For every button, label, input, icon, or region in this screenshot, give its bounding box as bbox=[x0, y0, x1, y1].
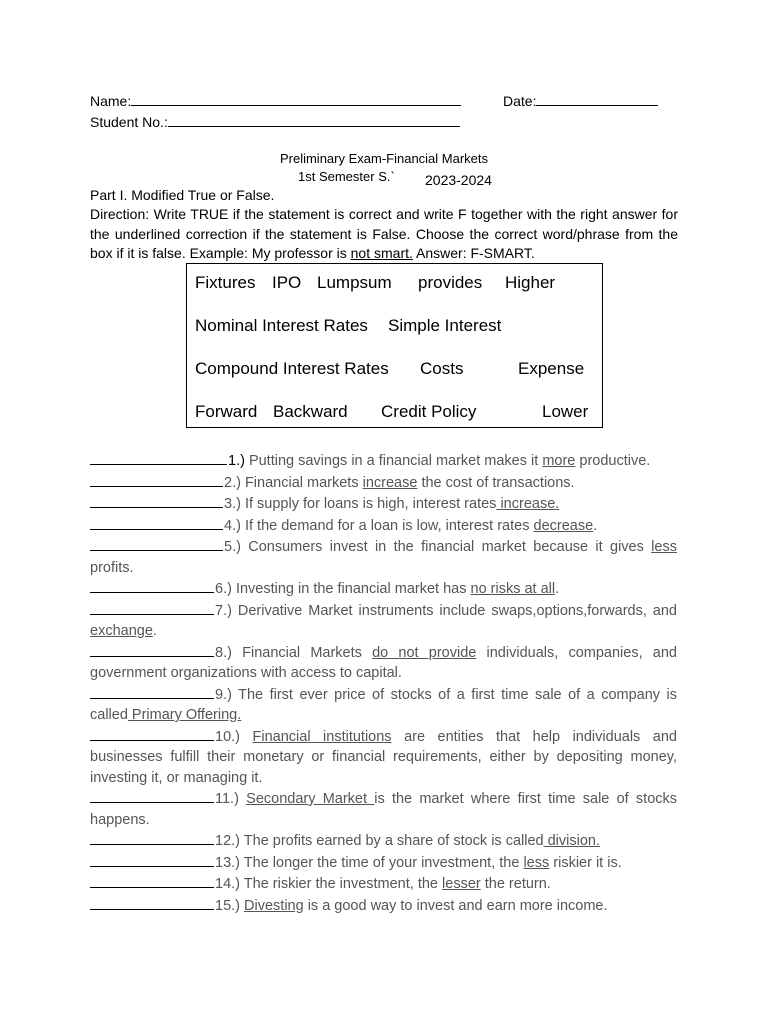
question-11: 11.) Secondary Market is the market where first time sale of stocks happens. bbox=[90, 788, 677, 830]
name-label: Name: bbox=[90, 93, 132, 109]
word-higher: Higher bbox=[505, 273, 556, 292]
date-blank[interactable] bbox=[536, 92, 658, 106]
part-heading: Part I. Modified True or False. bbox=[90, 187, 275, 203]
answer-blank[interactable] bbox=[90, 536, 223, 551]
answer-blank[interactable] bbox=[90, 788, 214, 803]
question-10: 10.) Financial institutions are entities that help individuals and businesses fulfill their monetary or financial requirements, either by depositing money, investing it, or managing it. bbox=[90, 726, 677, 789]
question-4: 4.) If the demand for a loan is low, interest rates decrease. bbox=[90, 515, 677, 537]
question-2: 2.) Financial markets increase the cost of transactions. bbox=[90, 472, 677, 494]
question-13: 13.) The longer the time of your investment, the less riskier it is. bbox=[90, 852, 677, 874]
answer-blank[interactable] bbox=[90, 578, 214, 593]
word-ipo: IPO bbox=[272, 273, 302, 292]
question-7: 7.) Derivative Market instruments include swaps,options,forwards, and exchange. bbox=[90, 600, 677, 642]
word-forward: Forward bbox=[195, 402, 258, 421]
direction-example-underlined: not smart. bbox=[350, 245, 413, 261]
answer-blank[interactable] bbox=[90, 852, 214, 867]
word-fixtures: Fixtures bbox=[195, 273, 256, 292]
question-9: 9.) The first ever price of stocks of a first time sale of a company is called Primary Offering. bbox=[90, 684, 677, 726]
exam-title: Preliminary Exam-Financial Markets bbox=[279, 151, 489, 166]
student-no-blank[interactable] bbox=[168, 113, 460, 127]
word-expense: Expense bbox=[518, 359, 585, 378]
direction-main: Direction: Write TRUE if the statement is correct and write F together with the right answer for the underlined correction if the statement is False. Choose the correct word/phrase from the box if it is false. Example: My professor is bbox=[90, 206, 678, 261]
question-3: 3.) If supply for loans is high, interest rates increase. bbox=[90, 493, 677, 515]
word-costs: Costs bbox=[420, 359, 464, 378]
answer-blank[interactable] bbox=[90, 515, 223, 530]
answer-blank[interactable] bbox=[90, 726, 214, 741]
name-blank[interactable] bbox=[131, 92, 461, 106]
date-field bbox=[503, 92, 658, 109]
answer-blank[interactable] bbox=[90, 684, 214, 699]
question-15: 15.) Divesting is a good way to invest and earn more income. bbox=[90, 895, 677, 917]
word-compound-interest-rates: Compound Interest Rates bbox=[195, 359, 389, 378]
word-lumpsum: Lumpsum bbox=[317, 273, 392, 292]
direction-answer: Answer: F-SMART. bbox=[412, 245, 535, 261]
answer-blank[interactable] bbox=[90, 600, 214, 615]
student-no-label: Student No.: bbox=[90, 114, 168, 130]
answer-blank[interactable] bbox=[90, 895, 214, 910]
question-5: 5.) Consumers invest in the financial market because it gives less profits. bbox=[90, 536, 677, 578]
date-label: Date: bbox=[503, 93, 537, 109]
question-14: 14.) The riskier the investment, the lesser the return. bbox=[90, 873, 677, 895]
word-nominal-interest-rates: Nominal Interest Rates bbox=[195, 316, 368, 335]
student-no-field bbox=[90, 113, 460, 130]
answer-blank[interactable] bbox=[90, 450, 227, 465]
word-simple-interest: Simple Interest bbox=[388, 316, 502, 335]
answer-blank[interactable] bbox=[90, 493, 223, 508]
direction-text bbox=[90, 205, 678, 264]
word-backward: Backward bbox=[273, 402, 348, 421]
word-provides: provides bbox=[418, 273, 483, 292]
question-8: 8.) Financial Markets do not provide individuals, companies, and government organizations with access to capital. bbox=[90, 642, 677, 684]
answer-blank[interactable] bbox=[90, 642, 214, 657]
school-year: 2023-2024 bbox=[425, 172, 492, 188]
question-12: 12.) The profits earned by a share of stock is called division. bbox=[90, 830, 677, 852]
semester-label: 1st Semester S.` bbox=[298, 169, 395, 184]
question-6: 6.) Investing in the financial market has no risks at all. bbox=[90, 578, 677, 600]
word-lower: Lower bbox=[542, 402, 589, 421]
answer-blank[interactable] bbox=[90, 830, 214, 845]
answer-blank[interactable] bbox=[90, 873, 214, 888]
question-list bbox=[90, 450, 677, 916]
question-1: 1.) Putting savings in a financial market makes it more productive. bbox=[90, 450, 677, 472]
answer-blank[interactable] bbox=[90, 472, 223, 487]
word-credit-policy: Credit Policy bbox=[381, 402, 477, 421]
word-choice-box bbox=[186, 263, 603, 428]
name-field bbox=[90, 92, 461, 109]
